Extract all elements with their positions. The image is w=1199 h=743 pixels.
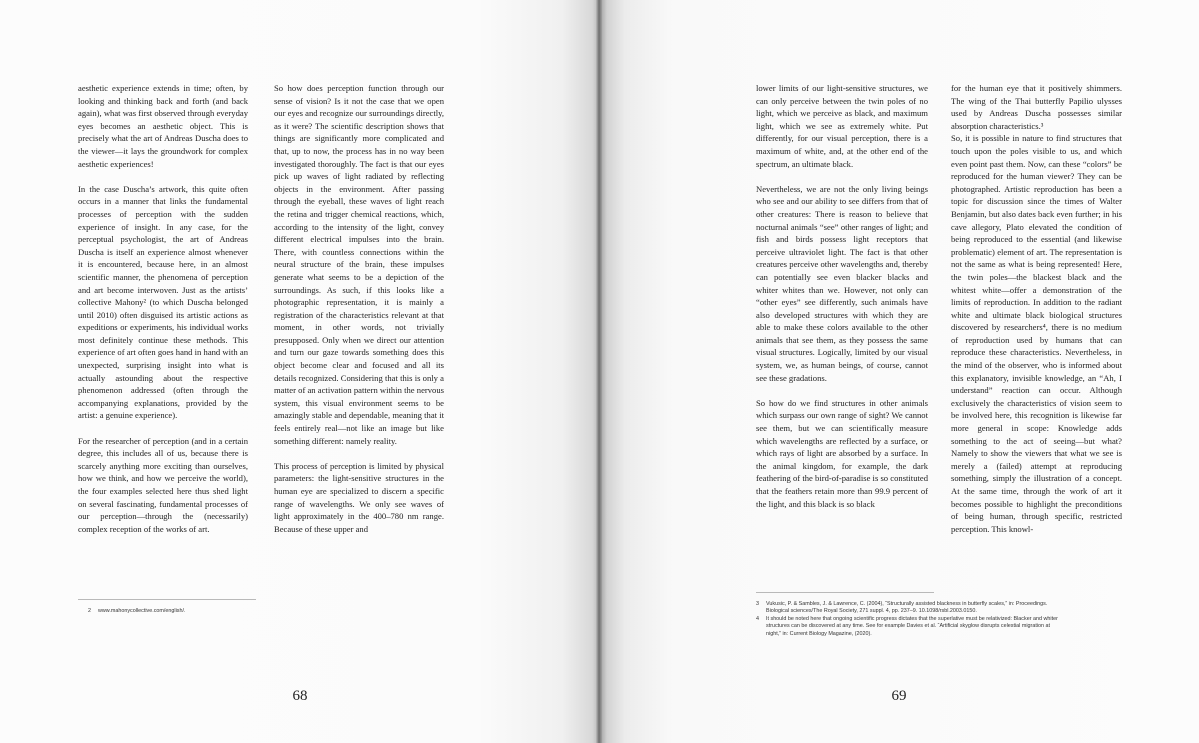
paragraph: So how does perception function through our sense of vision? Is it not the case that we open our eyes and recognize our surroundings directly, as it were? The scientific description shows that things are significantly more complicated and that, up to now, the process has in no way been investigated thoroughly. The fact is that our eyes pick up waves of light radiated by reflecting objects in the environment. After passing through the eyeball, these waves of light reach the retina and trigger chemical reactions, which, according to the intensity of the light, convey different electrical impulses into the brain. There, with countless connections within the neural structure of the brain, these impulses generate what seems to be a depiction of the surroundings. As such, if this looks like a photographic representation, it is mainly a registration of the characteristics relevant at that moment, in other words, not trivially presupposed. Only when we direct our attention and turn our gaze towards something does this object become clear and focused and all its details recognized. Considering that this is only a matter of an activation pattern within the nervous system, this visual environment seems to be amazingly stable and dependable, meaning that it feels entirely real—not like an image but like something different: namely reality. [274, 83, 444, 446]
paragraph: So, it is possible in nature to find structures that touch upon the poles visible to us, and which even point past them. Now, can these “colors” be reproduced for the human viewer? They can be photographed. Artistic reproduction has been a topic for discussion since the times of Walter Benjamin, but also dates back even further; in his cave allegory, Plato elevated the condition of being reproduced to the essential (and likewise problematic) element of art. The representation is not the same as what is being represented! Here, the twin poles—the blackest black and the whitest white—offer a demonstration of the limits of reproduction. In addition to the radiant white and ultimate black biological structures discovered by researchers⁴, there is no medium of reproduction used by humans that can reproduce these characteristics. Nevertheless, in the mind of the observer, who is informed about this explanatory, invisible knowledge, an “Ah, I understand” reaction can occur. Although exclusively the characteristics of vision seem to be involved here, this recognition is likewise far more general in scope: Knowledge adds something to the act of seeing—but what? Namely to show the viewers that what we see is merely a (failed) attempt at reproducing something, simply the illustration of a concept. At the same time, through the work of art it becomes possible to highlight the preconditions of being human, through specific, restricted perception. This knowl- [951, 133, 1122, 534]
footnote-text: Vukusic, P. & Sambles, J. & Lawrence, C. (2004), “Structurally assisted blackness in butterfly scales,” in: Proceedings. Biological sciences/The Royal Society, 271 suppl. 4, pp. 237–9. 10.1098/rsbl.2003.0150. [766, 601, 1048, 615]
footnote [88, 608, 288, 615]
footnote-divider [78, 599, 256, 600]
footnote [756, 601, 1066, 616]
footnote-number: 2 [88, 608, 91, 614]
right-page [601, 0, 1199, 743]
left-page [0, 0, 598, 743]
right-page-column-2 [951, 82, 1122, 548]
footnote-divider [756, 592, 934, 593]
left-page-column-2 [274, 82, 444, 548]
footnote-text: www.mahonycollective.com/english/. [98, 608, 186, 614]
paragraph: This process of perception is limited by physical parameters: the light-sensitive structures in the human eye are specialized to discern a specific range of wavelengths. We only see waves of light approximately in the 400–780 nm range. Because of these upper and [274, 460, 444, 534]
paragraph: In the case Duscha’s artwork, this quite often occurs in a manner that links the fundamental processes of perception with the sudden experience of insight. In any case, for the perceptual psychologist, the art of Andreas Duscha is itself an experience almost whenever it is encountered, because here, in an almost scientific manner, the phenomena of perception and art become interwoven. Just as the artists’ collective Mahony² (to which Duscha belonged until 2010) often disguised its artistic actions as expeditions or experiments, his individual works most definitely continue these methods. This experience of art often goes hand in hand with an unexpected, surprising insight into what is actually astounding about the respective phenomenon addressed (often through the accompanying explanations, provided by the artist: a genuine experience). [78, 183, 248, 421]
left-page-column-1 [78, 82, 248, 548]
page-number: 68 [292, 688, 308, 704]
right-page-column-1 [756, 82, 928, 523]
book-spine-gutter [596, 0, 602, 743]
paragraph: For the researcher of perception (and in a certain degree, this includes all of us, because there is scarcely anything more exciting than ourselves, how we think, and how we perceive the world), the four examples selected here thus shed light on several fascinating, fundamental processes of our perception—through the (necessarily) complex reception of the works of art. [78, 435, 248, 534]
footnotes [756, 601, 1066, 638]
page-number: 69 [891, 688, 907, 704]
footnote [756, 616, 1066, 638]
paragraph: for the human eye that it positively shimmers. The wing of the Thai butterfly Papilio ulysses used by Andreas Duscha possesses similar absorption characteristics.³ [951, 83, 1122, 131]
paragraph: So how do we find structures in other animals which surpass our own range of sight? We cannot see them, but we can scientifically measure which wavelengths are reflected by a surface, or which rays of light are absorbed by a surface. In the animal kingdom, for example, the dark feathering of the bird-of-paradise is so constituted that the feathers retain more than 99.9 percent of the light, and this black is so black [756, 397, 928, 509]
footnote-number: 4 [756, 615, 759, 622]
footnote-text: It should be noted here that ongoing scientific progress dictates that the superlative must be relativized: Blacker and whiter structures can be discovered at any time. See for example Davies et al. “Artificial skyglow disrupts celestial migration at night,” in: Current Biology Magazine, (2020). [766, 615, 1058, 637]
footnote-number: 3 [756, 601, 759, 607]
paragraph: aesthetic experience extends in time; often, by looking and thinking back and forth (and back again), what was first observed through everyday eyes becomes an aesthetic object. This is precisely what the art of Andreas Duscha does to the viewer—it lays the groundwork for complex aesthetic experiences! [78, 83, 248, 169]
paragraph: Nevertheless, we are not the only living beings who see and our ability to see differs from that of other creatures: There is reason to believe that nocturnal animals “see” other ranges of light; and fish and birds possess light receptors that perceive ultraviolet light. The fact is that other creatures perceive other wavelengths and, thereby can potentially see even blacker blacks and whiter whites than we. However, not only can “other eyes” see differently, such animals have also developed structures with which they are able to make these colors available to the other animals that see them, as they possess the same visual structures. Logically, limited by our visual system, we, as human beings, of course, cannot see these gradations. [756, 183, 928, 383]
paragraph: lower limits of our light-sensitive structures, we can only perceive between the twin poles of no light, which we perceive as black, and maximum light, which we see as extremely white. Put differently, for our visual perception, there is a maximum of white, and, at the other end of the spectrum, an ultimate black. [756, 83, 928, 169]
